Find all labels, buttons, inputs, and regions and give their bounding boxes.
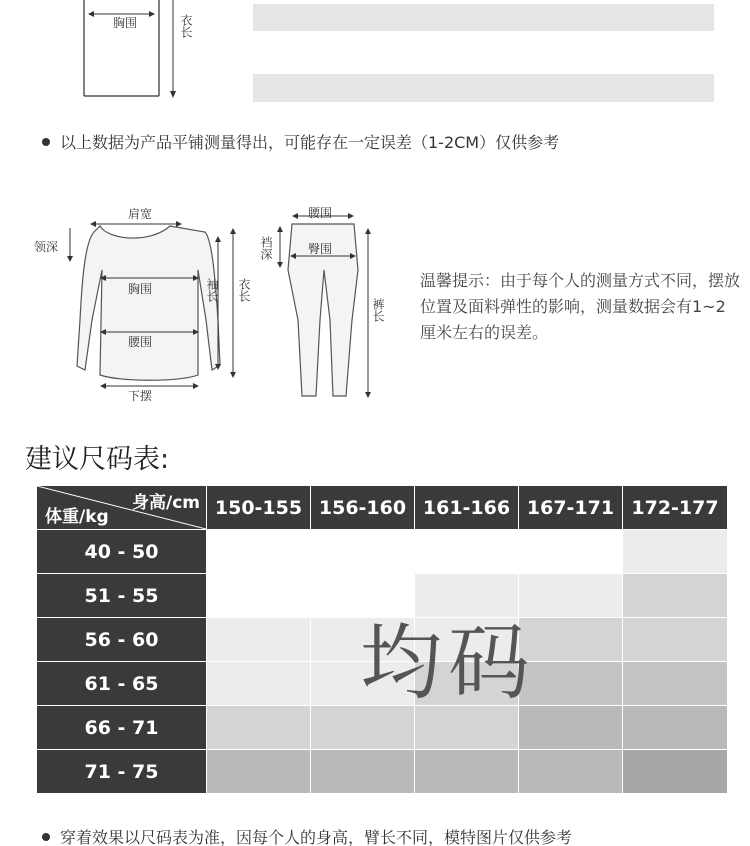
hem-label: 下摆: [128, 389, 153, 403]
size-cell: [207, 706, 311, 750]
length-label: 衣长: [237, 278, 251, 302]
weight-header: 40 - 50: [37, 530, 207, 574]
table-corner: [37, 486, 207, 530]
weight-header: 56 - 60: [37, 618, 207, 662]
pants-rise-label: 裆深: [259, 236, 273, 260]
footer-note-text: 穿着效果以尺码表为准，因每个人的身高，臂长不同，模特图片仅供参考: [60, 828, 573, 846]
size-cell: [311, 750, 415, 794]
size-cell: [623, 530, 728, 574]
height-header: 156-160: [311, 486, 415, 530]
weight-header: 71 - 75: [37, 750, 207, 794]
waist-label: 腰围: [128, 335, 153, 349]
top-length-label: 衣长: [179, 14, 193, 38]
gray-bar-top: [253, 4, 714, 31]
size-cell: [623, 574, 728, 618]
top-chest-label: 胸围: [113, 16, 138, 30]
pants-hip-label: 臀围: [308, 242, 333, 256]
pants-length-label: 裤长: [371, 298, 385, 322]
size-cell: [207, 750, 311, 794]
size-cell: [623, 662, 728, 706]
size-cell: [415, 750, 519, 794]
size-cell: [519, 750, 623, 794]
pants-waist-label: 腰围: [308, 206, 333, 220]
neck-depth-label: 领深: [34, 240, 59, 254]
bullet-icon: [42, 138, 50, 146]
size-cell: [207, 574, 311, 618]
size-cell: [519, 530, 623, 574]
size-cell: [207, 618, 311, 662]
top-measure-diagram: [30, 200, 255, 400]
size-cell: [623, 706, 728, 750]
measurement-tip: 温馨提示：由于每个人的测量方式不同，摆放位置及面料弹性的影响，测量数据会有1~2厘米左右的误差。: [420, 271, 741, 342]
table-row: [37, 530, 728, 574]
height-header: 172-177: [623, 486, 728, 530]
sleeve-label: 袖长: [205, 278, 219, 302]
table-header-row: [37, 486, 728, 530]
weight-axis-label: 体重/kg: [45, 507, 109, 527]
one-size-overlay: 均码: [360, 616, 537, 711]
pants-measure-diagram: [258, 200, 388, 400]
height-header: 161-166: [415, 486, 519, 530]
size-chart-title: 建议尺码表:: [25, 444, 170, 475]
height-header: 150-155: [207, 486, 311, 530]
weight-header: 66 - 71: [37, 706, 207, 750]
measure-note-text: 以上数据为产品平铺测量得出，可能存在一定误差（1-2CM）仅供参考: [60, 133, 560, 152]
height-axis-label: 身高/cm: [132, 493, 200, 513]
footer-note: [42, 825, 572, 846]
height-header: 167-171: [519, 486, 623, 530]
shoulder-label: 肩宽: [128, 207, 153, 221]
weight-header: 61 - 65: [37, 662, 207, 706]
size-cell: [207, 662, 311, 706]
chest-label: 胸围: [128, 282, 153, 296]
size-cell: [415, 530, 519, 574]
size-cell: [207, 530, 311, 574]
size-cell: [623, 618, 728, 662]
bullet-icon: [42, 833, 50, 841]
measure-note: [42, 130, 559, 153]
gray-bar-bottom: [253, 74, 714, 102]
table-row: [37, 750, 728, 794]
weight-header: 51 - 55: [37, 574, 207, 618]
size-cell: [623, 750, 728, 794]
size-cell: [311, 530, 415, 574]
